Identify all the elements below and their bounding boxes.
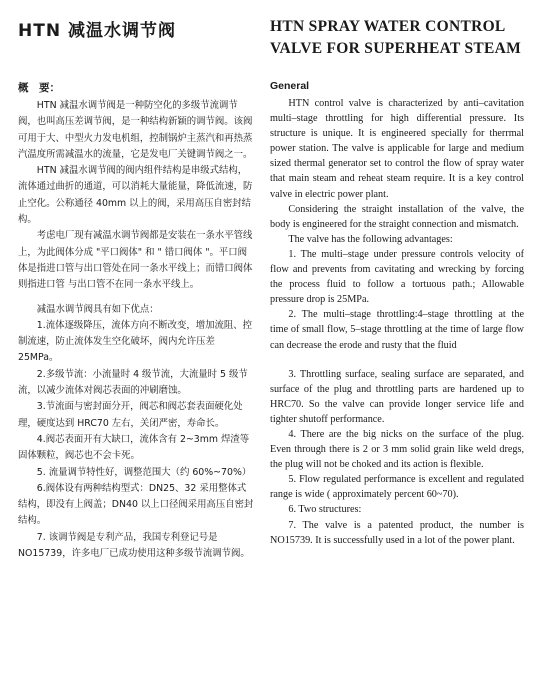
cn-paragraph-intro: HTN 减温水调节阀是一种防空化的多级节流调节阀，也叫高压差调节阀，是一种结构新颖的调节阀。该阀可用于大、中型火力发电机组，控制锅炉主蒸汽和再热蒸汽温度所需减温水的流量，它是发电厂关键调节阀之一。 xyxy=(18,100,253,160)
english-body xyxy=(270,96,524,548)
en-paragraph-installation: Considering the straight installation of the valve, the body is engineered for the straight connection and mismatch. xyxy=(270,203,524,230)
english-title-line-1: HTN SPRAY WATER CONTROL xyxy=(270,18,506,35)
en-advantage-3: 3. Throttling surface, sealing surface are separated, and surface of the plug and throttling parts are hardened up to HRC70. So the valve can provide longer service life and tighter shutoff performance. xyxy=(270,368,524,425)
en-advantage-2: 2. The multi–stage throttling:4–stage throttling at the time of small flow, 5–stage throttling at the time of large flow can decrease the erode and rusty that the fluid xyxy=(270,309,524,351)
en-advantage-4: 4. There are the big nicks on the surface of the plug. Even through there is 2 or 3 mm solid grain like weld dregs, the plug will not be choked and its action is flexible. xyxy=(270,428,524,471)
cn-advantage-2: 2.多级节流：小流量时 4 级节流，大流量时 5 级节流，以减少流体对阀芯表面的冲刷磨蚀。 xyxy=(18,368,248,397)
en-advantage-7: 7. The valve is a patented product, the number is NO15739. It is successfully used in a lot of the power plant. xyxy=(270,519,524,546)
en-advantage-1: 1. The multi–stage under pressure controls velocity of flow and prevents from cavitating and wrecking by forcing the process fluid to follow a tortuous path.; Allowable pressure drop is 25MPa. xyxy=(270,248,524,306)
cn-paragraph-advantages: 减温水调节阀具有如下优点： xyxy=(36,303,159,315)
cn-advantage-7: 7. 该调节阀是专利产品，我国专利登记号是 NO15739，许多电厂已成功使用这种多级节流调节阀。 xyxy=(18,531,250,560)
cn-advantage-6: 6.阀体设有两种结构型式：DN25、32 采用整体式结构，即没有上阀盖；DN40 以上口径阀采用高压自密封结构。 xyxy=(18,482,254,527)
chinese-section-heading: 概 要： xyxy=(18,82,60,94)
chinese-title: HTN 减温水调节阀 xyxy=(18,21,176,41)
cn-paragraph-body-types: 考虑电厂现有减温水调节阀都是安装在一条水平管线上，为此阀体分成 "平口阀体" 和 " 错口阀体 "。平口阀体是指进口管与出口管处在同一条水平线上；而错口阀体则指进口管 与出口管不在同一条水平线上。 xyxy=(18,230,253,291)
chinese-body xyxy=(18,98,254,562)
en-advantage-6: 6. Two structures: xyxy=(288,504,362,516)
en-paragraph-advantages: The valve has the following advantages: xyxy=(288,233,453,245)
english-section-heading: General xyxy=(270,80,310,92)
en-advantage-5: 5. Flow regulated performance is excellent and regulated range is wide ( approximately percent 60~70). xyxy=(270,474,524,501)
english-title xyxy=(270,16,524,60)
cn-advantage-5: 5. 流量调节特性好，调整范围大（约 60%~70%） xyxy=(36,466,252,478)
cn-advantage-4: 4.阀芯表面开有大缺口，流体含有 2~3mm 焊渣等固体颗粒，阀芯也不会卡死。 xyxy=(18,433,250,462)
cn-advantage-3: 3.节流面与密封面分开，阀芯和阀芯套表面硬化处理，硬度达到 HRC70 左右，关闭严密，寿命长。 xyxy=(18,401,243,429)
cn-advantage-1: 1.流体逐级降压，流体方向不断改变，增加流阻、控制流速，防止流体发生空化破坏，阀内允许压差 25MPa。 xyxy=(18,319,252,364)
en-paragraph-intro: HTN control valve is characterized by anti–cavitation multi–stage throttling for high differential pressure. Its structure is unique. It is engineered specially for therrmal power station. The valve is applicable for large and medium sized thermal generator set to control the flow of spray water that main steam and reheat steam require. It is a key control valve in electric power plant. xyxy=(270,98,524,200)
english-title-line-2: VALVE FOR SUPERHEAT STEAM xyxy=(270,40,522,57)
cn-paragraph-structure: HTN 减温水调节阀的阀内组件结构是串级式结构，流体通过曲折的通道，可以消耗大量能量，降低流速，防止空化。公称通径 40mm 以上的阀，采用高压自密封结构。 xyxy=(18,165,253,226)
